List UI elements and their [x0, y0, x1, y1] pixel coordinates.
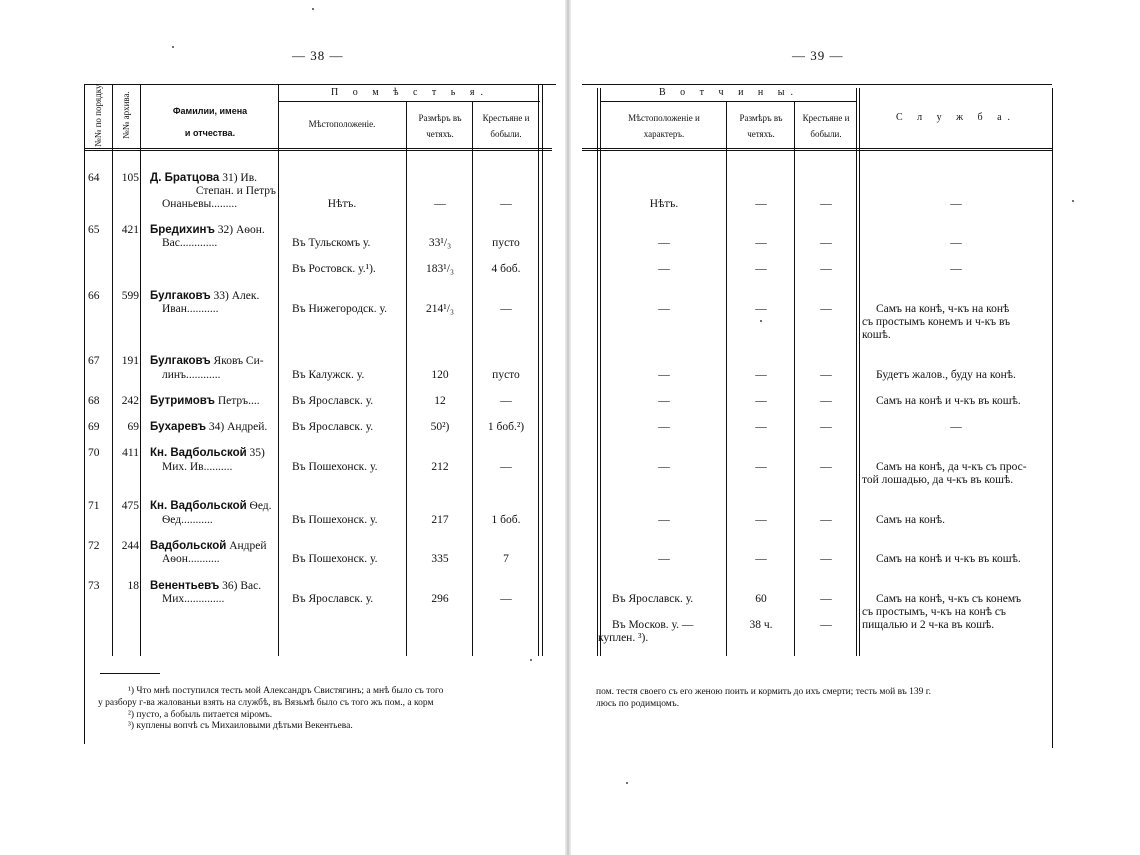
- votchina-size: —: [755, 461, 767, 473]
- book-gutter: [565, 0, 571, 855]
- header-size: Размѣръ въ четяхъ.: [418, 113, 462, 139]
- estate-size: —: [434, 198, 446, 210]
- col-divider: [794, 101, 795, 656]
- person-name: Д. Братцова 31) Ив.: [150, 172, 258, 184]
- votchina-location: —: [658, 461, 670, 473]
- col-divider: [726, 101, 727, 656]
- votchina-size: —: [755, 237, 767, 249]
- scan-speck: [530, 659, 532, 661]
- service-text: —: [950, 263, 962, 275]
- estate-peasants: —: [500, 198, 512, 210]
- estate-location: Нѣтъ.: [327, 198, 357, 210]
- col-divider: [856, 88, 857, 656]
- votchina-peasants: —: [820, 421, 832, 433]
- service-text: —: [950, 198, 962, 210]
- archive-number: 105: [121, 172, 139, 184]
- votchina-size: —: [755, 198, 767, 210]
- person-name-cont: Степан. и Петръ: [195, 185, 276, 197]
- scan-speck: [760, 320, 762, 322]
- votchina-location: —: [658, 303, 670, 315]
- footnote: ¹) Что мнѣ поступился тесть мой Александръ Свистягинъ; а мнѣ было съ того: [128, 686, 444, 696]
- estate-size: 50²): [430, 421, 450, 433]
- page-number-right: — 39 —: [792, 48, 844, 63]
- col-divider: [278, 84, 279, 656]
- votchina-size: —: [755, 421, 767, 433]
- service-text: —: [950, 421, 962, 433]
- votchina-location: —: [658, 263, 670, 275]
- person-name-cont: Вас.............: [162, 237, 218, 249]
- votchina-peasants: —: [820, 619, 832, 631]
- estate-peasants: —: [500, 593, 512, 605]
- person-name-cont: Мих. Ив..........: [162, 461, 233, 473]
- header-peasants: Крестьяне и бобыли.: [482, 113, 530, 139]
- col-divider: [600, 88, 601, 656]
- votchina-peasants: —: [820, 263, 832, 275]
- estate-size: 212: [431, 461, 449, 473]
- header-bottom-rule-left: [84, 148, 552, 151]
- estate-size: 183¹/₃: [426, 263, 454, 275]
- estate-size: 335: [431, 553, 449, 565]
- votchina-size: —: [755, 514, 767, 526]
- row-number: 66: [88, 290, 100, 302]
- service-text: пищалью и 2 ч-ка въ кошѣ.: [862, 619, 995, 631]
- person-name: Венентьевъ 36) Вас.: [150, 580, 262, 592]
- service-text: Самъ на конѣ.: [876, 514, 946, 526]
- estate-peasants: 1 боб.²): [487, 421, 525, 433]
- footnote: ²) пусто, а бобыль питается міромъ.: [128, 710, 273, 720]
- estate-peasants: пусто: [492, 369, 520, 381]
- person-name: Кн. Вадбольской 35): [150, 447, 265, 459]
- estate-size: 33¹/₃: [428, 237, 452, 249]
- service-text: съ простымъ, ч-къ на конѣ съ: [862, 606, 1006, 618]
- row-number: 67: [88, 355, 100, 367]
- estate-peasants: пусто: [492, 237, 520, 249]
- estate-peasants: 7: [503, 553, 509, 565]
- estate-peasants: —: [500, 461, 512, 473]
- person-name-cont: линъ............: [162, 369, 221, 381]
- estate-location: Въ Ярославск. у.: [292, 593, 374, 605]
- estate-location: Въ Тульскомъ у.: [292, 237, 371, 249]
- person-name: Булгаковъ Яковъ Си-: [150, 355, 264, 367]
- person-name: Бухаревъ 34) Андрей.: [150, 421, 268, 433]
- header-bottom-rule-right: [582, 148, 1052, 151]
- votchina-location: —: [658, 514, 670, 526]
- archive-number: 599: [121, 290, 139, 302]
- votchina-location: куплен. ³).: [598, 632, 649, 644]
- col-divider: [597, 88, 598, 656]
- votchina-peasants: —: [820, 553, 832, 565]
- estate-location: Въ Пошехонск. у.: [292, 514, 378, 526]
- footnote: пом. тестя своего съ его женою поить и кормить до ихъ смерти; тесть мой въ 139 г.: [596, 687, 931, 697]
- row-number: 70: [88, 447, 100, 459]
- header-votchiny: В о т ч и н ы.: [659, 87, 799, 98]
- header-estates: П о м ѣ с т ь я.: [331, 87, 489, 98]
- person-name: Бутримовъ Петръ....: [150, 395, 260, 407]
- archive-number: 191: [121, 355, 139, 367]
- votchina-peasants: —: [820, 514, 832, 526]
- row-number: 64: [88, 172, 100, 184]
- col-divider: [538, 84, 539, 656]
- votchina-location: Нѣтъ.: [649, 198, 679, 210]
- service-text: Самъ на конѣ, ч-къ съ конемъ: [876, 593, 1022, 605]
- votchina-location: —: [658, 395, 670, 407]
- footnote: у разбору г-ва жалованьи взять на службѣ, въ Вязьмѣ было съ того жъ пом., а корм: [98, 698, 434, 708]
- row-number: 72: [88, 540, 100, 552]
- votchina-size: —: [755, 303, 767, 315]
- estate-location: Въ Нижегородск. у.: [292, 303, 387, 315]
- footnote: люсь по родимцомъ.: [596, 699, 680, 709]
- right-outer-border: [1052, 88, 1053, 748]
- estate-location: Въ Пошехонск. у.: [292, 553, 378, 565]
- header-names: Фамилии, имена и отчества.: [172, 106, 248, 138]
- service-text: —: [950, 237, 962, 249]
- service-text: Самъ на конѣ, да ч-къ съ прос-: [876, 461, 1027, 473]
- header-location: Мѣстоположеніе.: [308, 119, 376, 129]
- person-name-cont: Онаньевы.........: [162, 198, 238, 210]
- estate-location: Въ Калужск. у.: [292, 369, 365, 381]
- votchina-size: —: [755, 369, 767, 381]
- votchina-location: —: [658, 553, 670, 565]
- votchiny-header-rule: [600, 101, 856, 102]
- estate-peasants: 4 боб.: [491, 263, 521, 275]
- scan-speck: [172, 46, 174, 48]
- votchina-size: 38 ч.: [749, 619, 773, 631]
- person-name-cont: Аѳон...........: [162, 553, 220, 565]
- votchina-peasants: —: [820, 461, 832, 473]
- votchina-size: 60: [755, 593, 767, 605]
- footnote-rule: [100, 673, 160, 674]
- row-number: 68: [88, 395, 100, 407]
- row-number: 65: [88, 224, 100, 236]
- col-divider: [859, 88, 860, 656]
- archive-number: 244: [121, 540, 139, 552]
- votchina-location: —: [658, 237, 670, 249]
- archive-number: 18: [127, 580, 139, 592]
- votchina-peasants: —: [820, 198, 832, 210]
- estate-peasants: —: [500, 395, 512, 407]
- table-top-rule-left: [84, 84, 556, 85]
- estate-size: 217: [431, 514, 449, 526]
- estate-location: Въ Ростовск. у.¹).: [292, 263, 376, 275]
- service-text: Будетъ жалов., буду на конѣ.: [876, 369, 1016, 381]
- header-archive-no: №№ архива.: [121, 91, 131, 139]
- person-name: Кн. Вадбольской Ѳед.: [150, 500, 272, 512]
- archive-number: 421: [121, 224, 139, 236]
- votchina-size: —: [755, 263, 767, 275]
- col-divider: [112, 84, 113, 656]
- service-text: Самъ на конѣ и ч-къ въ кошѣ.: [876, 553, 1021, 565]
- estate-location: Въ Ярославск. у.: [292, 395, 374, 407]
- header-peasants: Крестьяне и бобыли.: [802, 113, 850, 139]
- estate-peasants: —: [500, 303, 512, 315]
- votchina-location: —: [658, 369, 670, 381]
- left-outer-border: [84, 84, 85, 744]
- votchina-peasants: —: [820, 593, 832, 605]
- votchina-location: Въ Москов. у. —: [612, 619, 694, 631]
- estate-size: 214¹/₃: [426, 303, 454, 315]
- estate-size: 296: [431, 593, 449, 605]
- estate-peasants: 1 боб.: [491, 514, 521, 526]
- votchina-location: —: [658, 421, 670, 433]
- row-number: 69: [88, 421, 100, 433]
- footnote: ³) куплены вопчѣ съ Михаиловыми дѣтьми Векентьева.: [128, 721, 353, 731]
- scan-speck: [626, 782, 628, 784]
- person-name: Бредихинъ 32) Аѳон.: [150, 224, 265, 236]
- scan-speck: [312, 8, 314, 10]
- votchina-peasants: —: [820, 369, 832, 381]
- votchina-peasants: —: [820, 237, 832, 249]
- estate-location: Въ Пошехонск. у.: [292, 461, 378, 473]
- person-name: Булгаковъ 33) Алек.: [150, 290, 260, 302]
- estates-header-rule: [278, 101, 540, 102]
- person-name-cont: Мих..............: [162, 593, 225, 605]
- header-size: Размѣръ въ четяхъ.: [739, 113, 783, 139]
- archive-number: 411: [122, 447, 139, 459]
- votchina-location: Въ Ярославск. у.: [612, 593, 694, 605]
- row-number: 71: [88, 500, 100, 512]
- service-text: той лошадью, да ч-къ въ кошѣ.: [862, 474, 1014, 486]
- header-location-character: Мѣстоположеніе и характеръ.: [628, 113, 700, 139]
- archive-number: 242: [121, 395, 139, 407]
- service-text: Самъ на конѣ, ч-къ на конѣ: [876, 303, 1010, 315]
- person-name-cont: Ѳед...........: [162, 514, 213, 526]
- votchina-size: —: [755, 553, 767, 565]
- col-divider: [542, 84, 543, 656]
- votchina-peasants: —: [820, 395, 832, 407]
- estate-size: 12: [434, 395, 446, 407]
- page-number-left: — 38 —: [292, 48, 344, 63]
- archive-number: 475: [121, 500, 139, 512]
- person-name: Вадбольской Андрей: [150, 540, 267, 552]
- col-divider: [406, 101, 407, 656]
- row-number: 73: [88, 580, 100, 592]
- votchina-size: —: [755, 395, 767, 407]
- header-order-no: №№ по порядку.: [93, 83, 103, 147]
- header-service: С л у ж б а.: [895, 112, 1017, 123]
- service-text: Самъ на конѣ и ч-къ въ кошѣ.: [876, 395, 1021, 407]
- col-divider: [140, 84, 141, 656]
- col-divider: [472, 101, 473, 656]
- estate-location: Въ Ярославск. у.: [292, 421, 374, 433]
- estate-size: 120: [431, 369, 449, 381]
- scan-speck: [1072, 200, 1074, 202]
- archive-number: 69: [127, 421, 139, 433]
- service-text: кошѣ.: [862, 329, 891, 341]
- service-text: съ простымъ конемъ и ч-къ въ: [862, 316, 1011, 328]
- table-top-rule-right: [582, 84, 1052, 85]
- person-name-cont: Иван...........: [162, 303, 219, 315]
- votchina-peasants: —: [820, 303, 832, 315]
